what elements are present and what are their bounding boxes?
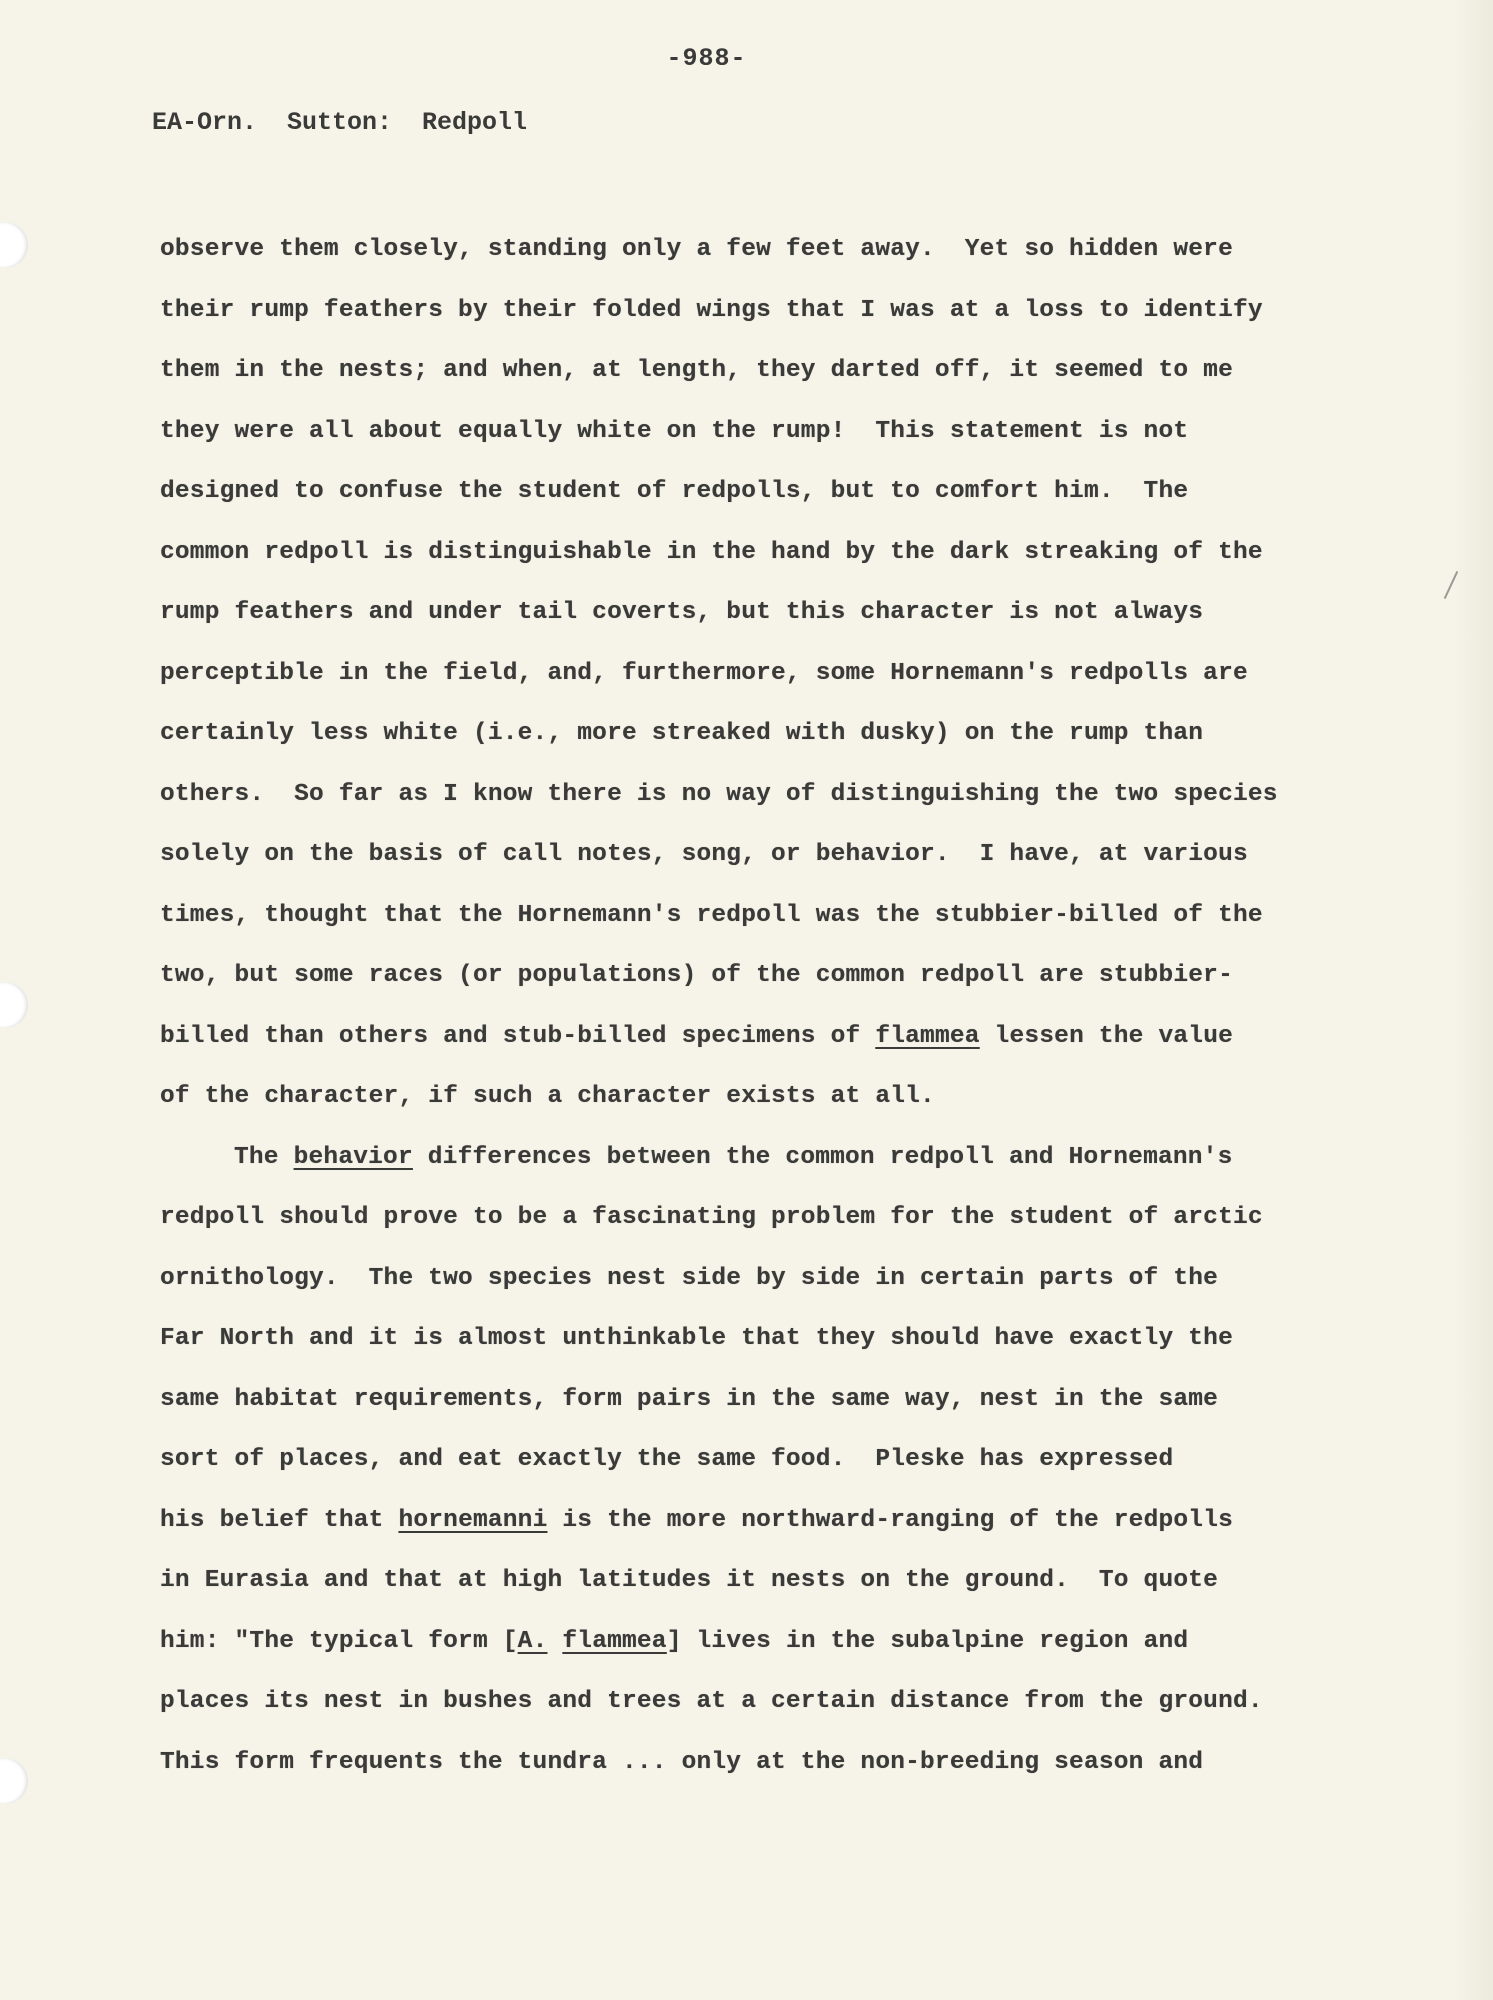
text-segment: his belief that xyxy=(160,1506,399,1534)
text-line xyxy=(160,1612,1310,1673)
underlined-term-genus: A. xyxy=(517,1627,548,1655)
paragraph-start-line xyxy=(160,1128,1310,1189)
text-segment: ] lives in the subalpine region and xyxy=(666,1627,1189,1655)
pencil-mark xyxy=(1444,571,1458,599)
underlined-term-flammea: flammea xyxy=(562,1627,667,1655)
underlined-term-hornemanni: hornemanni xyxy=(398,1506,548,1534)
text-segment: is the more northward-ranging of the redpolls xyxy=(547,1506,1233,1534)
text-line: they were all about equally white on the rump! This statement is not xyxy=(160,417,1189,445)
text-segment: him: "The typical form [ xyxy=(160,1627,518,1655)
page-header: EA-Orn. Sutton: Redpoll xyxy=(152,108,528,137)
text-line: Far North and it is almost unthinkable that they should have exactly the xyxy=(160,1325,1233,1352)
body-text xyxy=(160,220,1310,1793)
text-line: designed to confuse the student of redpolls, but to comfort him. The xyxy=(160,478,1189,505)
text-segment: differences between the common redpoll and Hornemann's xyxy=(412,1143,1233,1171)
text-segment xyxy=(547,1628,562,1655)
text-line: observe them closely, standing only a few feet away. Yet so hidden were xyxy=(160,236,1233,263)
text-line: ornithology. The two species nest side by side in certain parts of the xyxy=(160,1264,1219,1292)
underlined-term-flammea: flammea xyxy=(875,1022,980,1050)
binder-hole-top xyxy=(0,222,28,268)
text-line: of the character, if such a character exists at all. xyxy=(160,1083,935,1110)
text-line: sort of places, and eat exactly the same food. Pleske has expressed xyxy=(160,1446,1174,1473)
text-segment: billed than others and stub-billed specimens of xyxy=(160,1022,876,1050)
text-line: This form frequents the tundra ... only at the non-breeding season and xyxy=(160,1748,1204,1776)
text-line: perceptible in the field, and, furthermore, some Hornemann's redpolls are xyxy=(160,659,1248,687)
text-line: their rump feathers by their folded wings that I was at a loss to identify xyxy=(160,296,1263,324)
text-line: solely on the basis of call notes, song, or behavior. I have, at various xyxy=(160,841,1248,868)
text-line: rump feathers and under tail coverts, but this character is not always xyxy=(160,599,1204,626)
text-segment: The xyxy=(234,1143,294,1171)
text-line xyxy=(160,1491,1310,1552)
text-line: common redpoll is distinguishable in the hand by the dark streaking of the xyxy=(160,538,1263,566)
text-line: in Eurasia and that at high latitudes it nests on the ground. To quote xyxy=(160,1567,1219,1594)
text-line: places its nest in bushes and trees at a certain distance from the ground. xyxy=(160,1688,1263,1715)
text-line: others. So far as I know there is no way of distinguishing the two species xyxy=(160,780,1278,808)
text-line: times, thought that the Hornemann's redpoll was the stubbier-billed of the xyxy=(160,901,1263,929)
text-segment: lessen the value xyxy=(979,1022,1233,1050)
page-number: -988- xyxy=(666,44,747,73)
text-line: two, but some races (or populations) of the common redpoll are stubbier- xyxy=(160,962,1233,989)
binder-hole-middle xyxy=(0,982,28,1028)
text-line: same habitat requirements, form pairs in the same way, nest in the same xyxy=(160,1385,1219,1413)
text-line: redpoll should prove to be a fascinating problem for the student of arctic xyxy=(160,1204,1263,1231)
binder-hole-bottom xyxy=(0,1758,28,1804)
underlined-term-behavior: behavior xyxy=(293,1143,413,1171)
text-line xyxy=(160,1007,1310,1068)
text-line: them in the nests; and when, at length, they darted off, it seemed to me xyxy=(160,357,1233,384)
text-line: certainly less white (i.e., more streaked with dusky) on the rump than xyxy=(160,720,1204,747)
